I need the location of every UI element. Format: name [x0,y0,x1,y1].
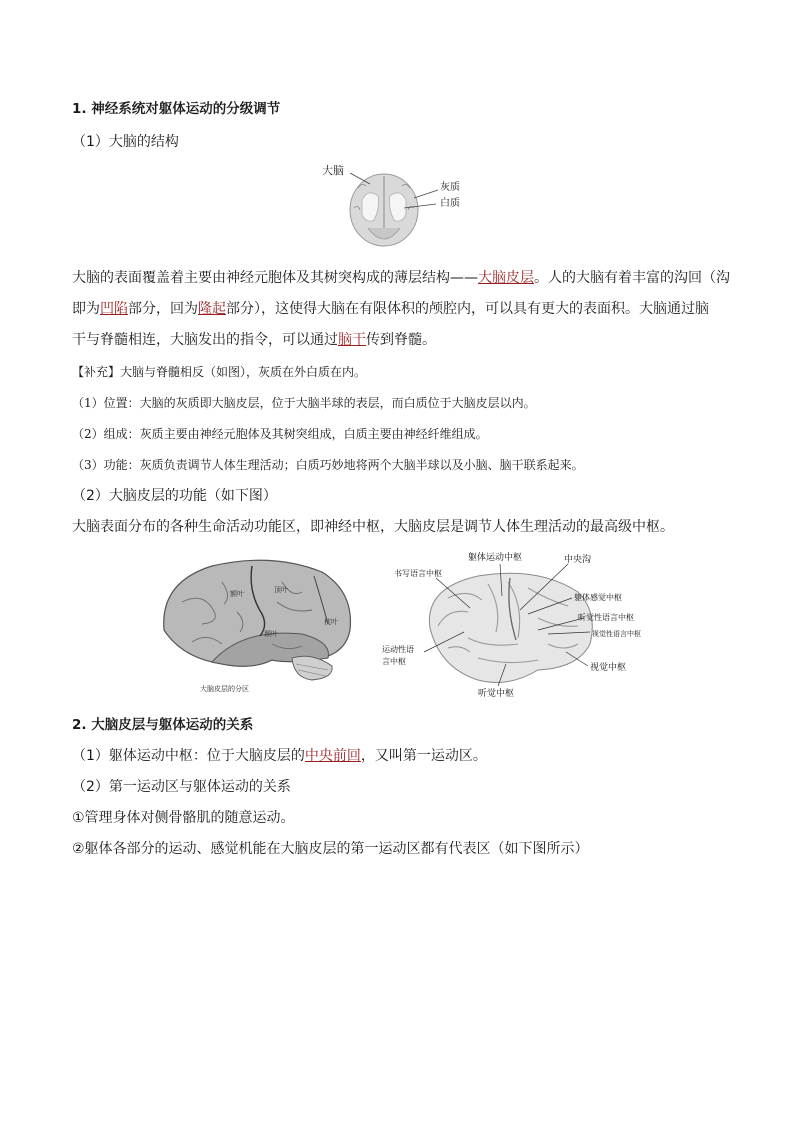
label-central-sulcus: 中央沟 [564,555,592,565]
text-segment: 部分），这使得大脑在有限体积的颅腔内，可以具有更大的表面积。大脑通过脑 [226,301,709,317]
cortex-function-text: 大脑表面分布的各种生命活动功能区，即神经中枢，大脑皮层是调节人体生理活动的最高级中枢。 [72,519,674,535]
label-auditory-center: 听觉中枢 [478,689,515,699]
supplement-composition: （2）组成：灰质主要由神经元胞体及其树突组成，白质主要由神经纤维组成。 [72,427,488,441]
label-motor-language-center-1: 运动性语 [382,645,414,654]
highlight-sulcus: 凹陷 [100,301,128,317]
text-segment: （1）躯体运动中枢：位于大脑皮层的 [72,748,305,764]
text-segment: 干与脊髓相连，大脑发出的指令，可以通过 [72,332,338,348]
paragraph-line-2 [72,299,709,319]
label-visual-language-center: 视觉性语言中枢 [592,630,641,638]
sub-heading-brain-structure: （1）大脑的结构 [72,134,179,150]
label-motor-language-center-2: 言中枢 [382,657,406,666]
supplement-title: 【补充】大脑与脊髓相反（如图），灰质在外白质在内。 [72,365,367,379]
supplement-function: （3）功能：灰质负责调节人体生理活动；白质巧妙地将两个大脑半球以及小脑、脑干联系起来。 [72,458,584,472]
section1-heading: 1. 神经系统对躯体运动的分级调节 [72,101,281,117]
supplement-position: （1）位置：大脑的灰质即大脑皮层，位于大脑半球的表层，而白质位于大脑皮层以内。 [72,396,536,410]
text-segment: 部分，回为 [128,301,198,317]
section2-heading: 2. 大脑皮层与躯体运动的关系 [72,717,254,733]
label-writing-language-center: 书写语言中枢 [394,569,442,578]
brain-section-figure [318,158,478,254]
highlight-brainstem: 脑干 [338,332,366,348]
label-gray-matter: 灰质 [440,182,460,193]
label-white-matter: 白质 [440,198,460,209]
label-somatic-sensory-center: 躯体感觉中枢 [574,593,622,602]
label-temporal-lobe: 颞叶 [264,630,278,638]
text-segment: 。人的大脑有着丰富的沟回（沟 [534,270,730,286]
highlight-cerebral-cortex: 大脑皮层 [478,270,534,286]
cortex-function-areas-figure [378,548,658,702]
text-segment: 传到脊髓。 [366,332,436,348]
label-frontal-lobe: 额叶 [230,590,244,598]
paragraph-line-1 [72,268,730,288]
point-2: ②躯体各部分的运动、感觉机能在大脑皮层的第一运动区都有代表区（如下图所示） [72,841,589,857]
highlight-gyrus: 隆起 [198,301,226,317]
text-segment: 即为 [72,301,100,317]
first-motor-area-heading: （2）第一运动区与躯体运动的关系 [72,779,291,795]
highlight-precentral-gyrus: 中央前回 [304,748,361,764]
label-cerebrum: 大脑 [322,164,344,177]
paragraph-line-3 [72,330,436,350]
label-occipital-lobe: 枕叶 [324,618,338,626]
point-1: ①管理身体对侧骨骼肌的随意运动。 [72,810,295,826]
brain-lobes-figure [152,552,362,698]
figure-caption: 大脑皮层的分区 [200,685,249,693]
label-parietal-lobe: 顶叶 [274,586,288,594]
motor-center-line [72,746,487,766]
text-segment: ，又叫第一运动区。 [360,748,487,764]
label-somatic-motor-center: 躯体运动中枢 [468,553,523,563]
sub-heading-cortex-function: （2）大脑皮层的功能（如下图） [72,488,277,504]
label-auditory-language-center: 听觉性语言中枢 [578,613,634,622]
text-segment: 大脑的表面覆盖着主要由神经元胞体及其树突构成的薄层结构—— [72,270,478,286]
label-visual-center: 视觉中枢 [590,663,627,673]
